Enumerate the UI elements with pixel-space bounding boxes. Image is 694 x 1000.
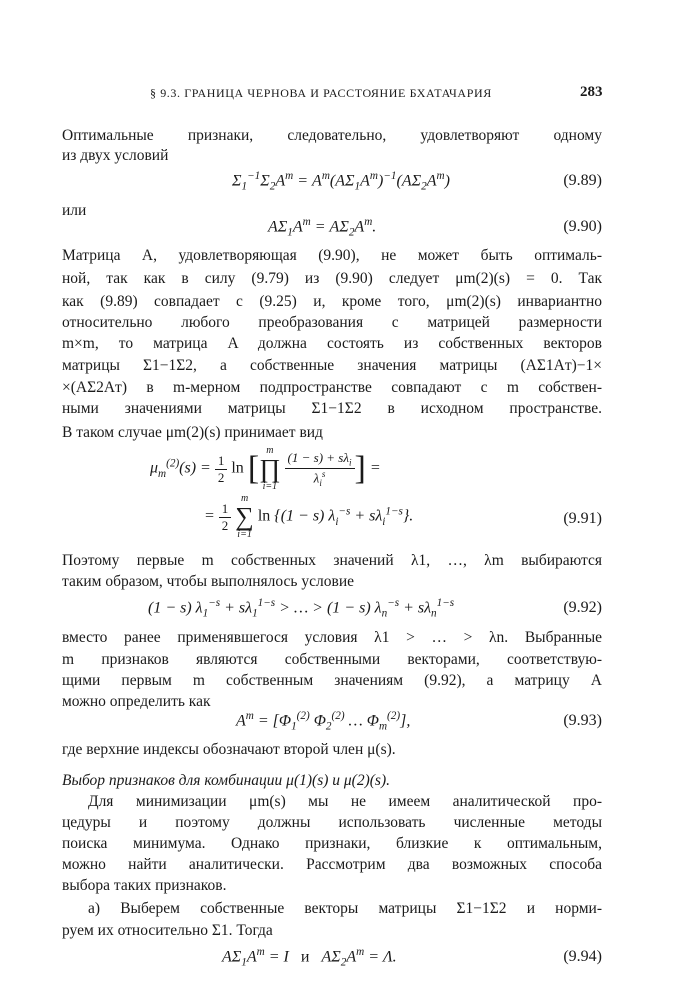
page-number: 283 (580, 84, 603, 100)
equation-9-94: $A\Sigma_1A^т = I$ и $A\Sigma_2A^т = \Lambda$. (222, 946, 397, 969)
equation-9-93: $A^т = [\Phi_1^{(2)}$ $\Phi_2^{(2)}$ … $\Phi_m^{(2)}$], (236, 710, 411, 733)
text-line: матрицы Σ1−1Σ2, а собственные значения матрицы (AΣ1Aт)−1× (62, 357, 602, 374)
equation-number: (9.93) (563, 712, 602, 729)
equation-9-90: $A\Sigma_1A^т = A\Sigma_2A^т$. (268, 216, 377, 239)
text-line: Для минимизации μm(s) мы не имеем аналитической про- (88, 793, 602, 810)
text-line: Поэтому первые m собственных значений λ1, …, λm выбираются (62, 552, 602, 569)
text-line: ×(AΣ2Aт) в m-мерном подпространстве совпадают с m собствен- (62, 379, 602, 396)
equation-number: (9.94) (563, 948, 602, 965)
equation-9-91-line1: $\mu_m^{(2)}(s)$ = $\frac{1}{2}$ ln [ m ∏ i=1 $\frac{(1 - s) + s\lambda_i}{\lambda_i^s}$ ] = (150, 445, 381, 492)
text-line: можно определить как (62, 693, 211, 710)
text-line: m×m, то матрица A должна состоять из собственных векторов (62, 335, 602, 352)
text-line: m признаков являются собственными векторами, соответствую- (62, 651, 602, 668)
text-line: относительно любого преобразования с матрицей размерности (62, 314, 602, 331)
text-line: цедуры и поэтому должны использовать численные методы (62, 814, 602, 831)
text-line: таким образом, чтобы выполнялось условие (62, 573, 354, 590)
section-subheading: Выбор признаков для комбинации μ(1)(s) и μ(2)(s). (62, 772, 390, 789)
text-line: а) Выберем собственные векторы матрицы Σ1−1Σ2 и норми- (88, 900, 602, 917)
text-line: ной, так как в силу (9.79) из (9.90) следует μm(2)(s) = 0. Так (62, 270, 602, 287)
text-line: выбора таких признаков. (62, 877, 227, 894)
text-line: В таком случае μm(2)(s) принимает вид (62, 424, 323, 441)
text-line: щими первым m собственным значениям (9.92), а матрицу A (62, 672, 602, 689)
equation-9-89: $\Sigma_1^{-1}\Sigma_2A^т = A^т(A\Sigma_1A^т)^{-1}(A\Sigma_2A^т)$ (232, 170, 450, 193)
text-line: можно найти аналитически. Рассмотрим два возможных способа (62, 856, 602, 873)
text-line: руем их относительно Σ1. Тогда (62, 922, 273, 939)
text-line: вместо ранее применявшегося условия λ1 > … > λn. Выбранные (62, 629, 602, 646)
equation-number: (9.90) (563, 218, 602, 235)
text-line: где верхние индексы обозначают второй член μ(s). (62, 741, 396, 758)
text-line: ными значениями матрицы Σ1−1Σ2 в исходном пространстве. (62, 400, 602, 417)
text-line: из двух условий (62, 147, 169, 164)
equation-number: (9.89) (563, 172, 602, 189)
equation-9-91-line2: = $\frac{1}{2}$ m ∑ i=1 ln {(1 − s) $\lambda_i^{-s} + s\lambda_i^{1-s}$}. (204, 493, 414, 540)
text-line: Матрица A, удовлетворяющая (9.90), не может быть оптималь- (62, 247, 602, 264)
equation-number: (9.91) (563, 510, 602, 527)
text-line: поиска минимума. Однако признаки, близкие к оптимальным, (62, 835, 602, 852)
text-line: или (62, 202, 87, 219)
text-line: как (9.89) совпадает с (9.25) и, кроме того, μm(2)(s) инвариантно (62, 293, 602, 310)
equation-number: (9.92) (563, 599, 602, 616)
running-header: § 9.3. ГРАНИЦА ЧЕРНОВА И РАССТОЯНИЕ БХАТАЧАРИЯ (150, 86, 492, 100)
text-line: Оптимальные признаки, следовательно, удовлетворяют одному (62, 127, 602, 144)
equation-9-92: (1 − s) $\lambda_1^{-s} + s\lambda_1^{1-s}$ > … > (1 − s) $\lambda_n^{-s} + s\lambda_n^{1-s}$ (148, 597, 455, 620)
